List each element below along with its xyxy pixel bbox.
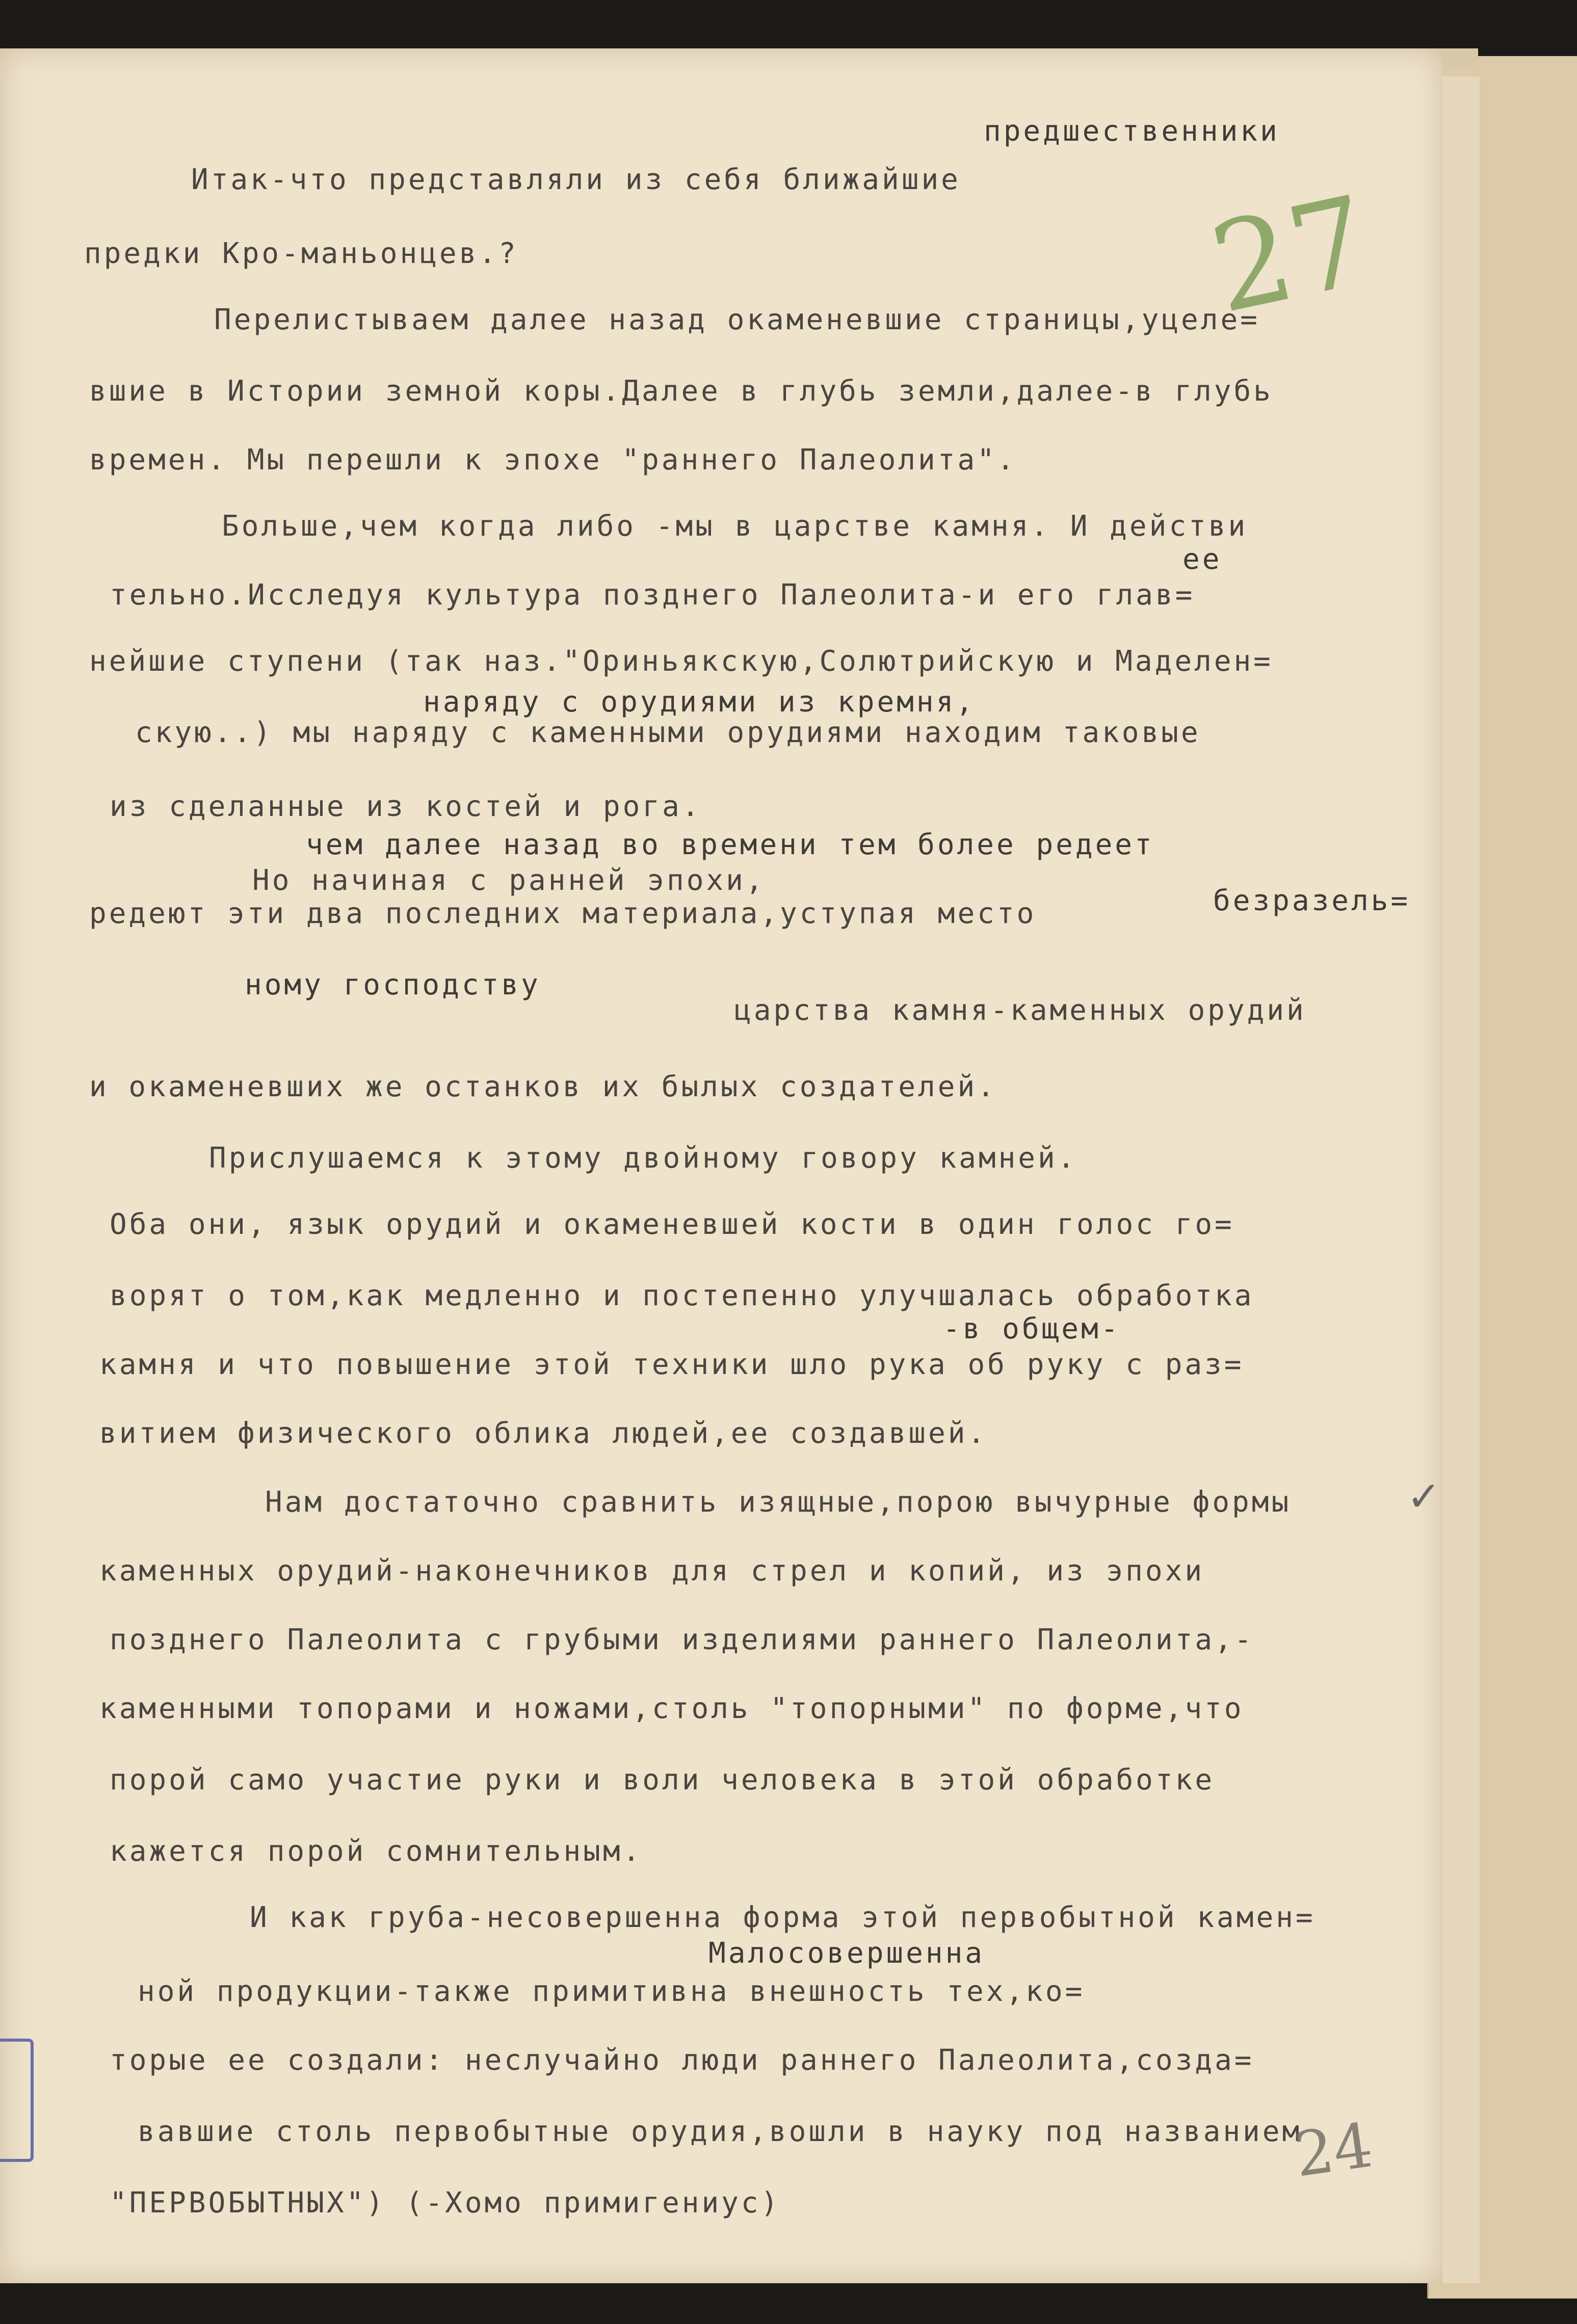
- text-line: Прислушаемся к этому двойному говору камней.: [209, 1142, 1077, 1175]
- text-line: времен. Мы перешли к эпохе "раннего Палеолита".: [89, 443, 1017, 477]
- text-line: позднего Палеолита с грубыми изделиями раннего Палеолита,-: [110, 1623, 1254, 1656]
- pencil-check-mark: ✓: [1407, 1473, 1441, 1520]
- text-line: Нам достаточно сравнить изящные,порою вычурные формы: [265, 1486, 1292, 1519]
- interlinear-insert: Малосовершенна: [708, 1937, 985, 1970]
- text-line: витием физического облика людей,ее создавшей.: [99, 1417, 988, 1450]
- text-line: вшие в Истории земной коры.Далее в глубь земли,далее-в глубь: [89, 375, 1273, 408]
- text-line: тельно.Исследуя культура позднего Палеолита-и его глав=: [110, 578, 1195, 612]
- text-line: предки Кро-маньонцев.?: [84, 237, 518, 270]
- text-line: Перелистываем далее назад окаменевшие страницы,уцеле=: [214, 303, 1260, 336]
- text-line: камня и что повышение этой техники шло рука об руку с раз=: [99, 1348, 1244, 1381]
- interlinear-insert: безразель=: [1213, 884, 1411, 917]
- interlinear-insert: наряду с орудиями из кремня,: [423, 685, 976, 719]
- folio-number: 27: [1200, 169, 1382, 341]
- text-line: из сделанные из костей и рога.: [110, 790, 702, 823]
- interlinear-insert: ее: [1182, 543, 1222, 576]
- text-line: ной продукции-также примитивна внешность тех,ко=: [138, 1975, 1085, 2008]
- text-line: нейшие ступени (так наз."Ориньякскую,Солютрийскую и Маделен=: [89, 645, 1273, 678]
- text-line: скую..) мы наряду с каменными орудиями находим таковые: [135, 716, 1201, 749]
- page-number: 24: [1290, 2110, 1377, 2191]
- binding-clip-mark: [0, 2039, 34, 2162]
- text-line: кажется порой сомнительным.: [110, 1835, 643, 1868]
- text-line: "ПЕРВОБЫТНЫХ") (-Хомо примигениус): [110, 2186, 781, 2220]
- text-line: редеют эти два последних материала,уступая место: [89, 897, 1037, 930]
- text-line: порой само участие руки и воли человека в этой обработке: [110, 1763, 1215, 1797]
- interlinear-insert: -в общем-: [943, 1312, 1121, 1345]
- interlinear-insert: чем далее назад во времени тем более редеет: [306, 828, 1154, 861]
- text-line: вавшие столь первобытные орудия,вошли в науку под названием: [138, 2115, 1302, 2148]
- text-line: и окаменевших же останков их былых создателей.: [89, 1070, 997, 1103]
- text-line: И как груба-несовершенна форма этой первобытной камен=: [250, 1901, 1316, 1934]
- text-line: ворят о том,как медленно и постепенно улучшалась обработка: [110, 1279, 1254, 1312]
- text-line: царства камня-каменных орудий: [734, 994, 1306, 1027]
- text-line: Больше,чем когда либо -мы в царстве камня. И действи: [222, 510, 1248, 543]
- text-line: каменными топорами и ножами,столь "топорными" по форме,что: [99, 1692, 1244, 1725]
- text-line: Оба они, язык орудий и окаменевшей кости в один голос го=: [110, 1208, 1234, 1241]
- text-line: торые ее создали: неслучайно люди раннего Палеолита,созда=: [110, 2044, 1254, 2077]
- interlinear-insert: предшественники: [984, 115, 1280, 148]
- text-line: каменных орудий-наконечников для стрел и копий, из эпохи: [99, 1554, 1205, 1588]
- text-line: Итак-что представляли из себя ближайшие: [191, 163, 961, 196]
- text-line: Но начиная с ранней эпохи,: [252, 864, 766, 897]
- interlinear-insert: ному господству: [245, 968, 541, 1001]
